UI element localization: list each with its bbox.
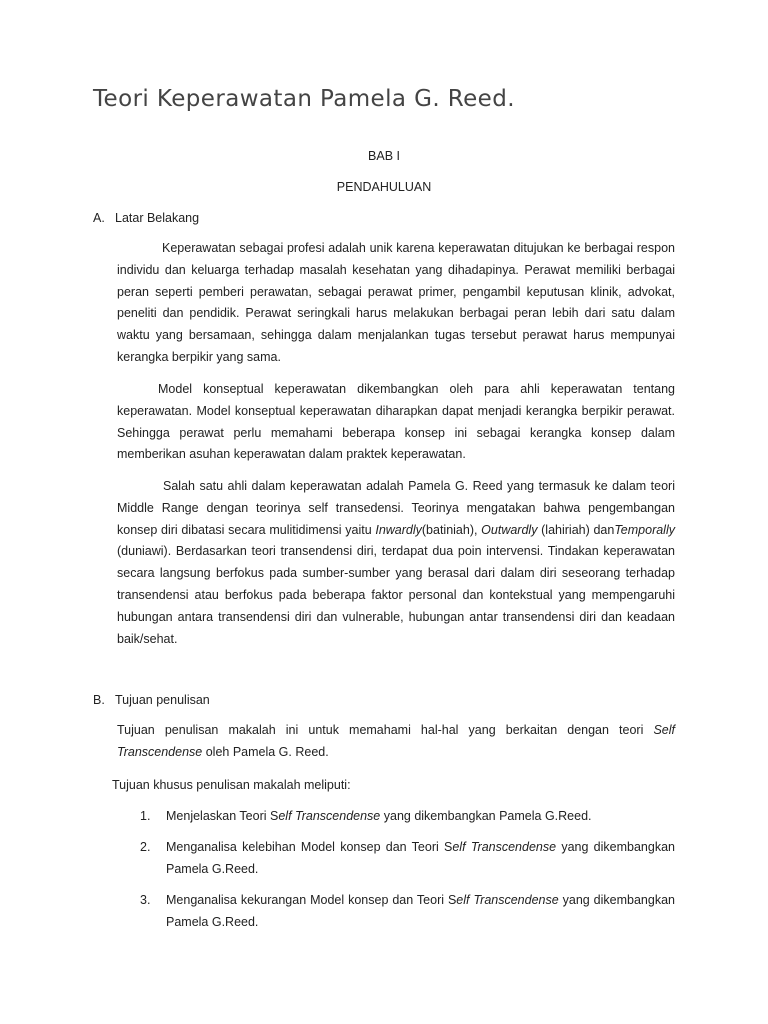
list-item: [140, 890, 675, 934]
list-item-text: [166, 806, 675, 828]
section-b-title: Tujuan penulisan: [115, 693, 210, 707]
section-b-heading: [93, 693, 210, 707]
document-title: Teori Keperawatan Pamela G. Reed.: [93, 86, 515, 112]
p3-text-b: (batiniah),: [421, 522, 482, 537]
list-item-text-pre: Menjelaskan Teori S: [166, 809, 279, 823]
section-b-letter: B.: [93, 693, 105, 707]
section-a-letter: A.: [93, 211, 105, 225]
section-a-title: Latar Belakang: [115, 211, 200, 225]
p3-inwardly: Inwardly: [375, 522, 422, 537]
list-item-text-em: elf Transcendense: [278, 809, 381, 823]
paragraph-latar-belakang-2: Model konseptual keperawatan dikembangkan oleh para ahli keperawatan tentang keperawatan. Model konseptual keperawatan diharapkan dapat menjadi kerangka berpikir perawat. Sehingga perawat perlu memahami beberapa konsep ini sebagai kerangka konsep dalam memberikan asuhan keperawatan dalam praktek keperawatan.: [117, 382, 675, 462]
paragraph-latar-belakang-1: Keperawatan sebagai profesi adalah unik karena keperawatan ditujukan ke berbagai respon individu dan keluarga terhadap masalah kesehatan yang dihadapinya. Perawat memiliki berbagai peran seperti pemberi perawatan, sebagai perawat primer, pengambil keputusan klinik, advokat, peneliti dan pendidik. Perawat seringkali harus melakukan berbagai peran lebih dari satu dalam waktu yang bersamaan, sehingga dalam menjalankan tugas tersebut perawat harus mempunyai kerangka berpikir yang sama.: [117, 241, 675, 364]
list-item-text-pre: Menganalisa kelebihan Model konsep dan Teori S: [166, 840, 453, 854]
chapter-title: PENDAHULUAN: [336, 180, 432, 194]
chapter-number: BAB I: [368, 149, 400, 163]
list-item-number: 1.: [140, 809, 151, 823]
section-a-heading: [93, 211, 199, 225]
paragraph-latar-belakang-3: [117, 476, 675, 650]
list-item-text: [166, 890, 675, 934]
p3-temporally: Temporally: [614, 522, 675, 537]
list-item-text: [166, 837, 675, 881]
p4-text-a: Tujuan penulisan makalah ini untuk memahami hal-hal yang berkaitan dengan teori: [117, 723, 654, 737]
list-item-number: 3.: [140, 893, 151, 907]
p3-text-c: (lahiriah) dan: [537, 522, 615, 537]
list-item-text-post: yang dikembangkan Pamela G.Reed.: [166, 893, 675, 929]
list-item-text-em: elf Transcendense: [456, 893, 559, 907]
p4-text-b: oleh Pamela G. Reed.: [202, 744, 329, 759]
p3-outwardly: Outwardly: [481, 522, 538, 537]
p3-text-a: Salah satu ahli dalam keperawatan adalah Pamela G. Reed yang termasuk ke dalam teori Middle Range dengan teorinya self transedensi. Teorinya mengatakan bahwa pengembangan konsep diri dibatasi secara mulitidimensi yaitu: [117, 479, 675, 537]
list-item-text-em: elf Transcendense: [452, 840, 557, 854]
p3-text-d: (duniawi). Berdasarkan teori transendensi diri, terdapat dua poin intervensi. Tindakan keperawatan secara langsung berfokus pada sumber-sumber yang berasal dari dalam diri seseorang terhadap transendensi atau berfokus pada beberapa faktor personal dan kontekstual yang mempengaruhi hubungan antara transendensi diri dan vulnerable, hubungan antar transendensi diri dan keadaan baik/sehat.: [117, 544, 675, 646]
list-item-text-pre: Menganalisa kekurangan Model konsep dan Teori S: [166, 893, 457, 907]
list-item-text-post: yang dikembangkan Pamela G.Reed.: [166, 840, 675, 876]
paragraph-tujuan-khusus: Tujuan khusus penulisan makalah meliputi:: [112, 778, 351, 792]
list-item: [140, 806, 675, 828]
list-item: [140, 837, 675, 881]
list-item-text-post: yang dikembangkan Pamela G.Reed.: [380, 809, 592, 823]
list-item-number: 2.: [140, 840, 151, 854]
paragraph-tujuan-1: [117, 720, 675, 764]
p4-self-transcendense: Self Transcendense: [117, 723, 675, 759]
